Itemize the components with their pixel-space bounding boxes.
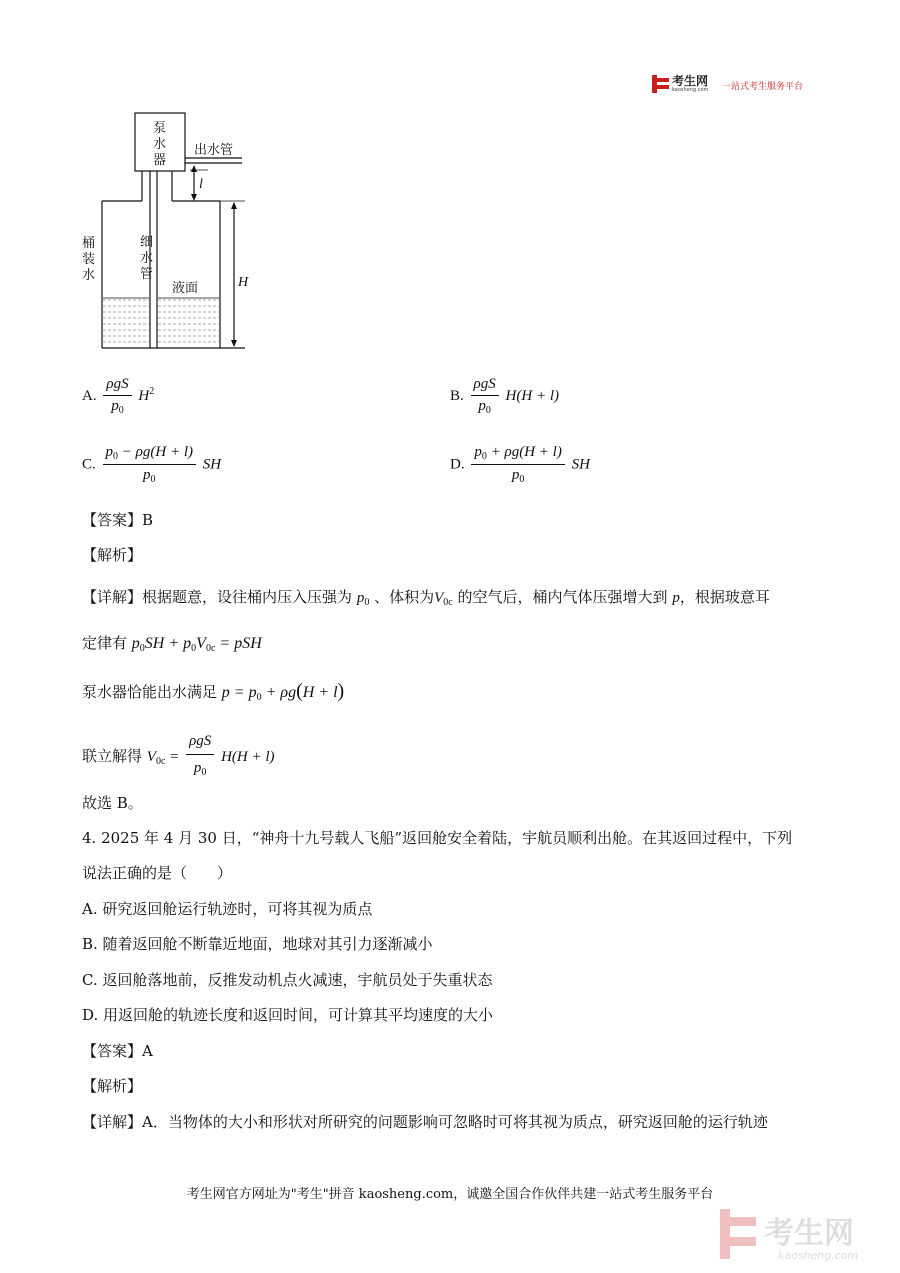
l-label: l: [199, 177, 203, 192]
option-a-num: ρgS: [103, 376, 131, 396]
option-a-tail-sup: 2: [149, 386, 155, 397]
outlet-label: 出水管: [194, 143, 234, 158]
q3-equation-3-lhs-sub: 0c: [155, 756, 166, 767]
q4-detail: [82, 1111, 768, 1133]
h-label: H: [238, 275, 249, 290]
q3-detail-v-sub: 0c: [443, 597, 453, 608]
kaosheng-logo-icon: [652, 75, 670, 93]
kaosheng-watermark: [718, 1205, 888, 1265]
option-d-num-rest: + ρg(H + l): [486, 444, 562, 460]
option-c-den-sub: 0: [150, 474, 156, 485]
q3-equation-3-den: p: [193, 760, 202, 776]
q4-analysis-tag: 【解析】: [82, 1077, 143, 1095]
q3-equation-3-lhs: V: [146, 749, 156, 765]
q4-answer-tag: 【答案】: [82, 1042, 143, 1060]
q3-answer-tag: 【答案】: [82, 511, 143, 529]
q3-detail-text-3: 泵水器恰能出水满足: [82, 683, 218, 701]
option-d-num-p: p: [474, 444, 482, 460]
watermark-name: 考生网: [764, 1216, 854, 1251]
q4-answer-value: A: [142, 1042, 153, 1060]
q3-detail-text-b: 、体积为: [374, 588, 435, 606]
logo-slogan: 一站式考生服务平台: [722, 82, 804, 92]
option-a: [82, 376, 154, 416]
option-a-den-sub: 0: [118, 405, 124, 416]
q3-detail-v: V: [434, 590, 444, 606]
option-a-label: A.: [82, 388, 97, 404]
watermark-domain: kaosheng.com: [778, 1249, 859, 1262]
option-a-den: p: [111, 398, 119, 414]
q3-equation-2: $p = p_0 + \rho g(H + l)$: [221, 680, 345, 703]
tube-char-3: 管: [140, 267, 154, 282]
q3-answer: [82, 509, 153, 531]
q3-equation-1: $p_0SH + p_0V_{0c}$ = pSH: [131, 635, 262, 654]
q4-detail-text: A．当物体的大小和形状对所研究的问题影响可忽略时可将其视为质点，研究返回舱的运行轨迹: [142, 1113, 768, 1131]
q3-conclusion: 故选 B。: [82, 794, 143, 812]
q3-detail-line-1: [82, 586, 770, 614]
q3-detail-p: p: [672, 590, 680, 606]
tube-char-2: 水: [140, 251, 154, 266]
q4-option-d: D. 用返回舱的轨迹长度和返回时间，可计算其平均速度的大小: [82, 1006, 494, 1024]
q3-equation-3-den-sub: 0: [201, 767, 207, 778]
option-c-tail: SH: [202, 456, 222, 473]
option-c-num-p: p: [105, 444, 114, 460]
q4-detail-tag: 【详解】: [82, 1113, 143, 1131]
option-c-fraction: [103, 444, 196, 485]
q3-detail-tag: 【详解】: [82, 588, 143, 606]
q3-equation-3-tail: H(H + l): [221, 749, 275, 765]
q3-detail-line-3: [82, 680, 344, 709]
footer-text: 考生网官方网址为"考生"拼音 kaosheng.com，诚邀全国合作伙伴共建一站式考生服务平台: [186, 1187, 714, 1202]
q3-analysis-tag: 【解析】: [82, 546, 143, 564]
option-b-label: B.: [450, 388, 464, 404]
q3-answer-value: B: [142, 511, 154, 529]
q4-answer: [82, 1040, 153, 1062]
option-d-fraction: [471, 444, 564, 485]
pump-char-2: 水: [153, 137, 167, 152]
q3-equation-3-fraction: [186, 730, 214, 784]
q4-option-b: B. 随着返回舱不断靠近地面，地球对其引力逐渐减小: [82, 935, 433, 953]
option-b-fraction: [471, 376, 499, 416]
q3-detail-line-4: 联立解得 $V_{0c}$ = $\frac{\text{ρgS}}{p_0}$ H(H + l): [82, 730, 275, 784]
pump-char-3: 器: [153, 153, 167, 168]
option-a-tail: H: [138, 388, 150, 404]
option-b-tail: H(H + l): [505, 388, 559, 404]
q4-option-a: A. 研究返回舱运行轨迹时，可将其视为质点: [82, 900, 373, 918]
option-d-den: p: [511, 467, 520, 483]
q4-option-c: C. 返回舱落地前，反推发动机点火减速，宇航员处于失重状态: [82, 971, 493, 989]
logo-domain: kaosheng.com: [672, 87, 709, 93]
option-b-num: ρgS: [471, 376, 499, 396]
option-b: [450, 376, 559, 416]
option-d: [450, 444, 590, 485]
q4-stem-line-1: 4. 2025 年 4 月 30 日，“神舟十九号载人飞船”返回舱安全着陆，宇航员顺利出舱。在其返回过程中，下列: [82, 829, 793, 847]
pump-diagram: [80, 108, 280, 358]
option-b-den-sub: 0: [485, 405, 491, 416]
bucket-char-2: 装: [82, 252, 96, 267]
q3-detail-text-a: 根据题意，设往桶内压入压强为: [142, 588, 353, 606]
q4-stem-line-2: 说法正确的是（ ）: [82, 864, 233, 882]
q3-detail-text-c: 的空气后，桶内气体压强增大到: [457, 588, 668, 606]
option-b-den: p: [478, 398, 486, 414]
tube-char-1: 细: [140, 235, 154, 250]
option-d-num-sub: 0: [481, 451, 487, 462]
option-c: [82, 444, 221, 485]
option-d-label: D.: [450, 456, 465, 473]
logo-name: 考生网: [672, 74, 709, 88]
q3-detail-p0-sub: 0: [364, 597, 370, 608]
option-c-num-sub: 0: [113, 451, 119, 462]
q3-detail-text-d: ，根据玻意耳: [679, 588, 770, 606]
q3-detail-text-4: 联立解得: [82, 747, 143, 765]
option-a-fraction: [103, 376, 131, 416]
option-d-tail: SH: [571, 456, 590, 473]
q3-detail-line-2: [82, 632, 262, 660]
bucket-char-1: 桶: [82, 236, 96, 251]
q3-detail-text-2: 定律有: [82, 634, 128, 652]
option-c-den: p: [143, 467, 151, 483]
pump-char-1: 泵: [153, 121, 167, 136]
q3-equation-3-num: ρgS: [186, 730, 214, 755]
q3-detail-p0: p: [356, 590, 365, 606]
option-c-num-rest: − ρg(H + l): [118, 444, 193, 460]
bucket-char-3: 水: [82, 268, 96, 283]
option-d-den-sub: 0: [519, 474, 525, 485]
surface-label: 液面: [172, 281, 199, 296]
option-c-label: C.: [82, 456, 96, 473]
